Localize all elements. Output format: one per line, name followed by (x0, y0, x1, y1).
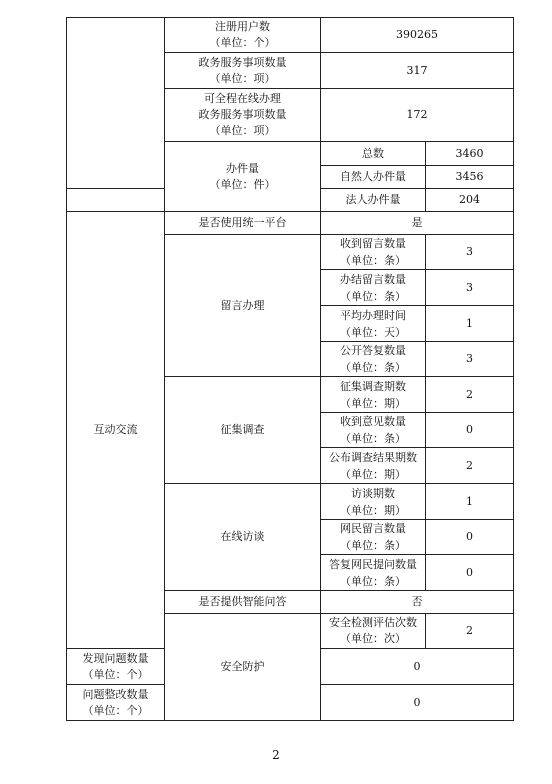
label-volume-total: 总数 (321, 142, 426, 166)
row-unified-platform (67, 212, 514, 235)
label-msg-completed: 办结留言数量 （单位：条） (321, 270, 426, 306)
page-number: 2 (272, 748, 280, 762)
label-registered-users: 注册用户数 （单位：个） (165, 18, 321, 53)
value-security-evaluations: 2 (426, 614, 514, 649)
value-volume-natural: 3456 (426, 166, 514, 189)
value-interview-questions: 0 (426, 520, 514, 555)
value-interview-answers: 0 (426, 555, 514, 591)
label-volume: 办件量 （单位：件） (165, 142, 321, 212)
value-msg-completed: 3 (426, 270, 514, 306)
label-volume-natural: 自然人办件量 (321, 166, 426, 189)
label-interview-answers: 答复网民提问数量 （单位：条） (321, 555, 426, 591)
label-security-issues-fixed: 问题整改数量 （单位：个） (67, 685, 165, 721)
value-survey-results: 2 (426, 448, 514, 484)
value-survey-opinions: 0 (426, 413, 514, 448)
label-interview-questions: 网民留言数量 （单位：条） (321, 520, 426, 555)
group-messages: 留言办理 (165, 235, 321, 377)
label-security-evaluations: 安全检测评估次数 （单位：次） (321, 614, 426, 649)
label-volume-legal: 法人办件量 (321, 189, 426, 212)
value-msg-avg-time: 1 (426, 306, 514, 342)
value-volume-total: 3460 (426, 142, 514, 166)
label-survey-results: 公布调查结果期数 （单位：期） (321, 448, 426, 484)
label-interview-periods: 访谈期数 （单位：期） (321, 484, 426, 520)
label-survey-periods: 征集调查期数 （单位：期） (321, 377, 426, 413)
value-service-items: 317 (321, 53, 514, 89)
value-interview-periods: 1 (426, 484, 514, 520)
label-survey-opinions: 收到意见数量 （单位：条） (321, 413, 426, 448)
section-security: 安全防护 (165, 614, 321, 721)
label-security-issues-found: 发现问题数量 （单位：个） (67, 649, 165, 685)
group-interview: 在线访谈 (165, 484, 321, 591)
value-security-issues-fixed: 0 (321, 685, 514, 721)
value-smart-qa: 否 (321, 591, 514, 614)
value-msg-received: 3 (426, 235, 514, 270)
section-interaction: 互动交流 (67, 212, 165, 649)
label-online-items: 可全程在线办理 政务服务事项数量 （单位：项） (165, 89, 321, 142)
label-smart-qa: 是否提供智能问答 (165, 591, 321, 614)
value-unified-platform: 是 (321, 212, 514, 235)
section-cell-blank-cont (67, 189, 165, 212)
label-unified-platform: 是否使用统一平台 (165, 212, 321, 235)
label-service-items: 政务服务事项数量 （单位：项） (165, 53, 321, 89)
section-cell-blank (67, 18, 165, 189)
group-survey: 征集调查 (165, 377, 321, 484)
label-msg-received: 收到留言数量 （单位：条） (321, 235, 426, 270)
value-volume-legal: 204 (426, 189, 514, 212)
label-msg-avg-time: 平均办理时间 （单位：天） (321, 306, 426, 342)
value-online-items: 172 (321, 89, 514, 142)
label-msg-public: 公开答复数量 （单位：条） (321, 342, 426, 377)
value-survey-periods: 2 (426, 377, 514, 413)
statistics-table (66, 17, 514, 721)
row-registered-users (67, 18, 514, 53)
value-registered-users: 390265 (321, 18, 514, 53)
value-security-issues-found: 0 (321, 649, 514, 685)
value-msg-public: 3 (426, 342, 514, 377)
